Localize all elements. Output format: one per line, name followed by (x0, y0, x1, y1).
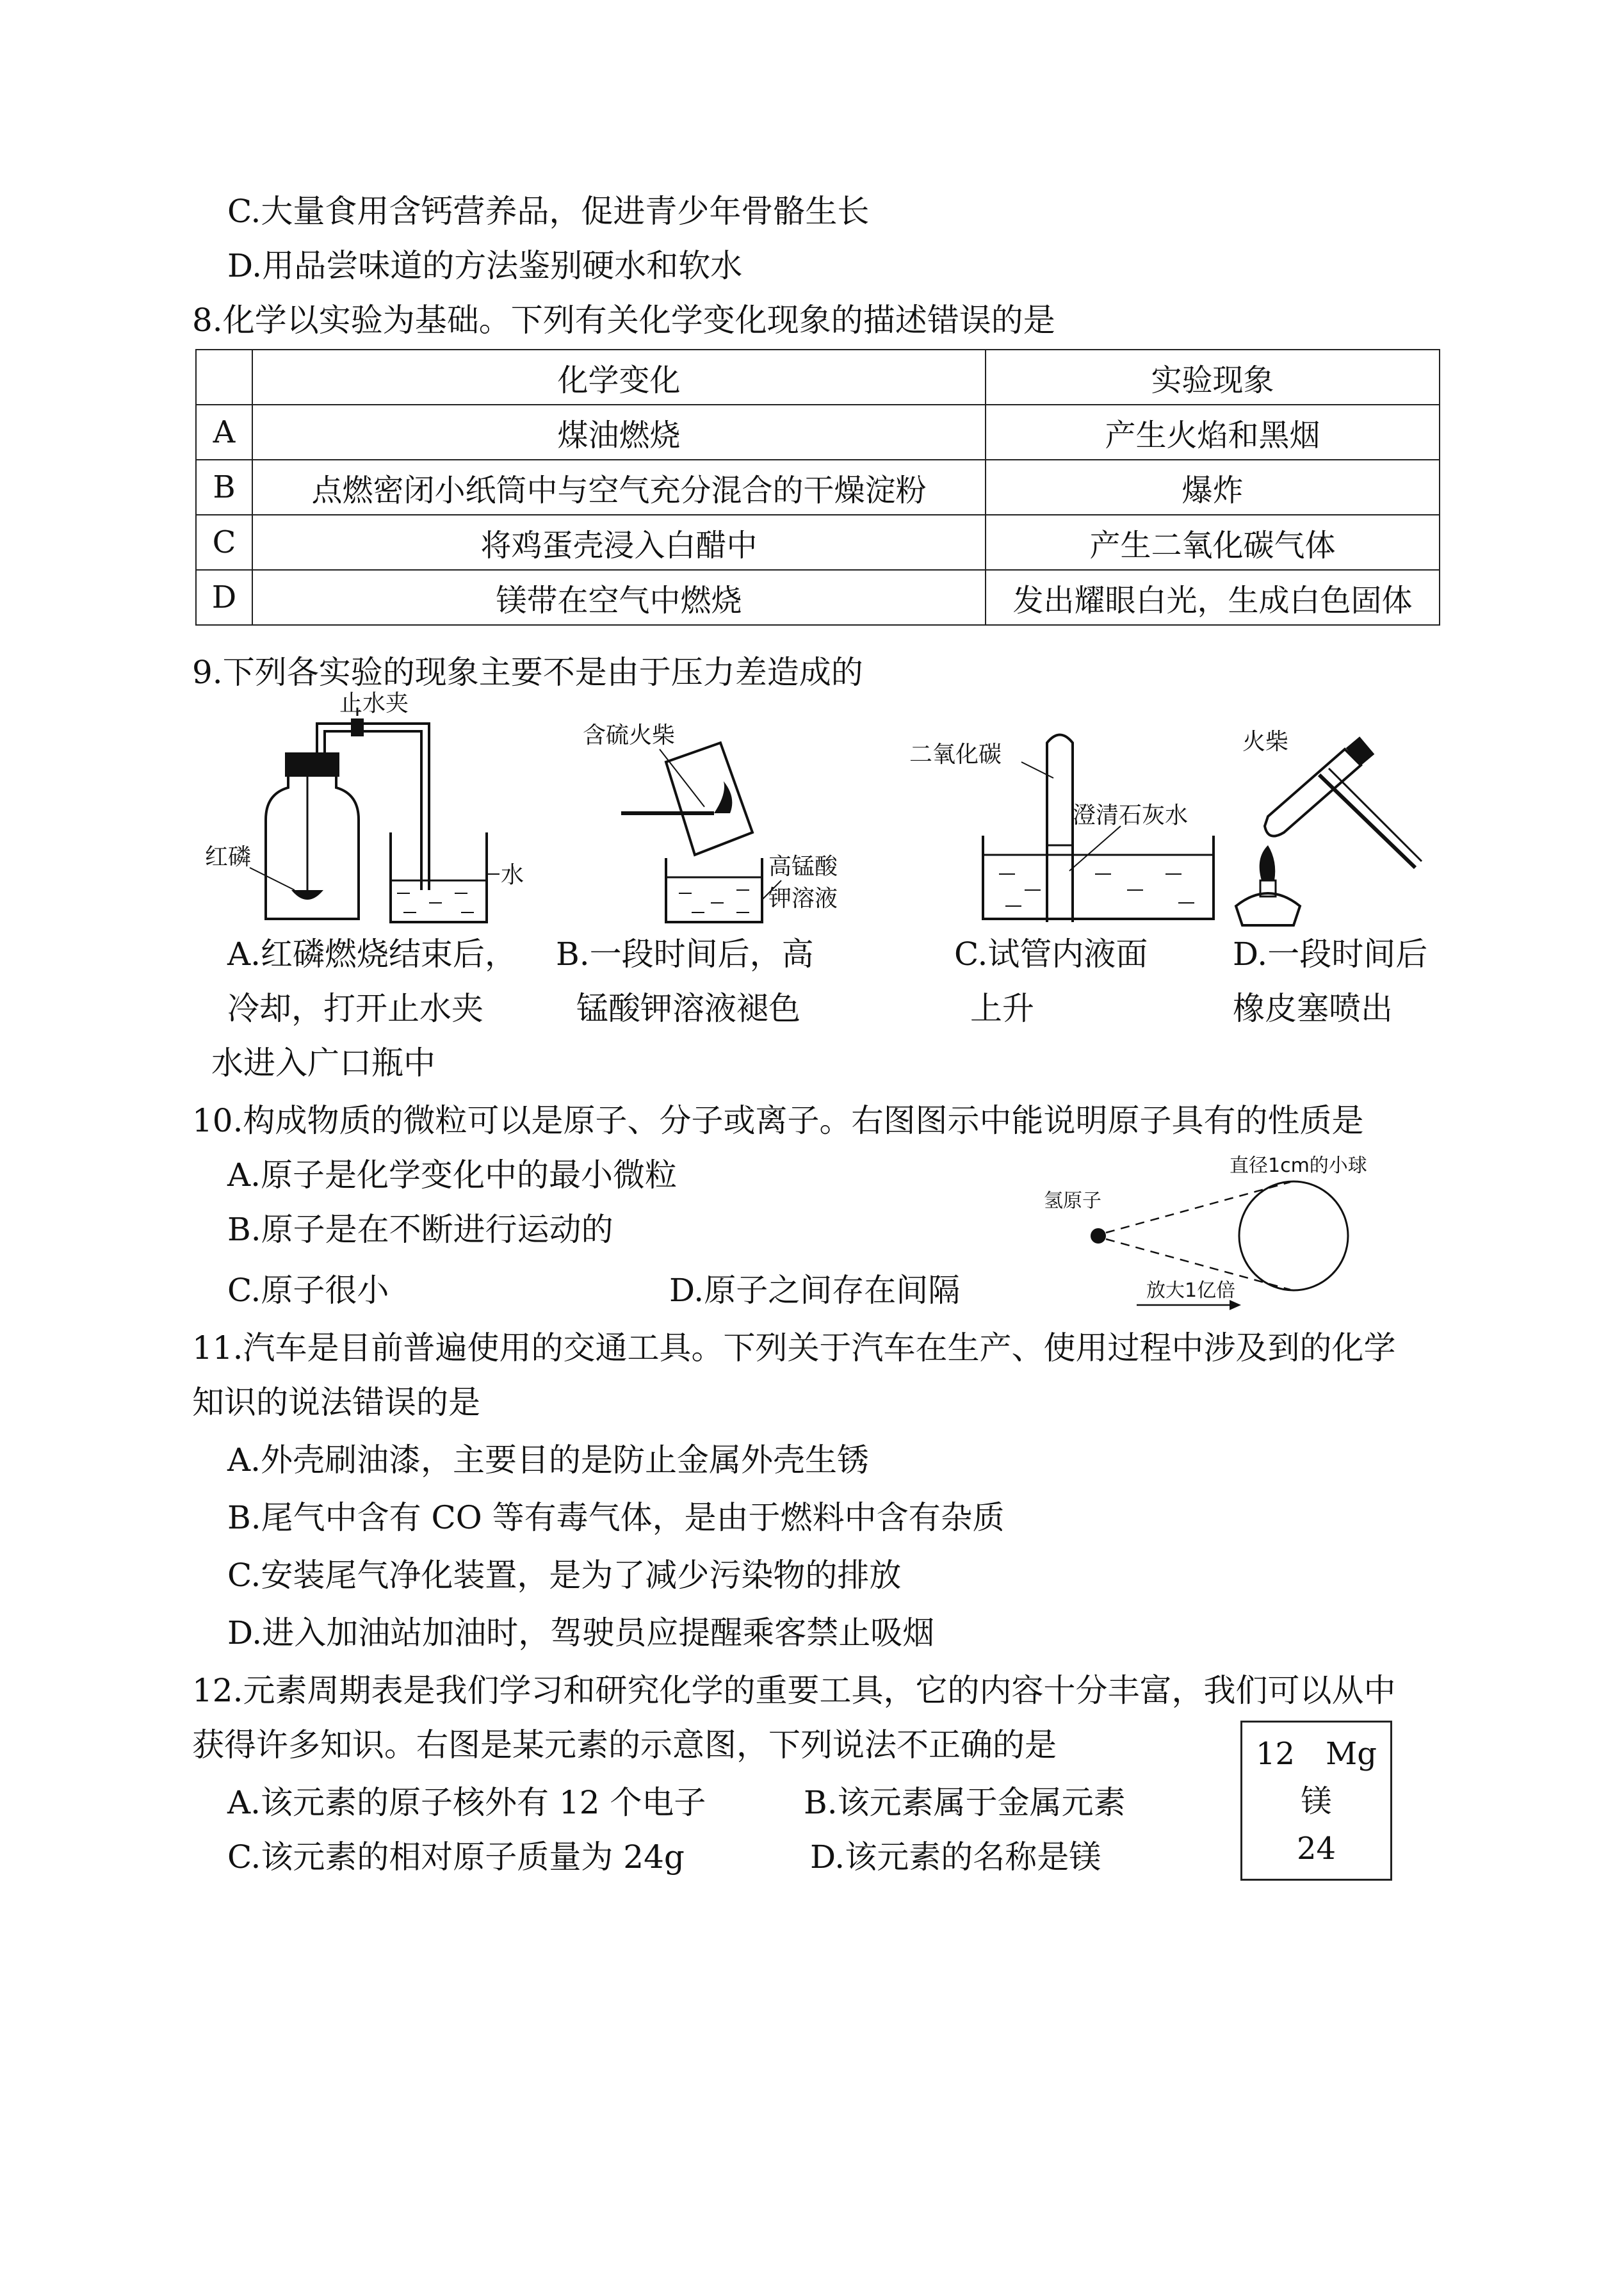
element-name: 镁 (1301, 1783, 1332, 1819)
table-cell: C (196, 515, 252, 570)
water-label: 水 (501, 862, 524, 888)
q11-option-d: D.进入加油站加油时，驾驶员应提醒乘客禁止吸烟 (227, 1614, 935, 1651)
q12-option-a: A.该元素的原子核外有 12 个电子 (227, 1784, 706, 1821)
table-cell: 产生火焰和黑烟 (986, 405, 1440, 460)
kmno4-label-line2: 钾溶液 (768, 886, 838, 912)
table-row (196, 570, 1440, 625)
q9-option-b-line2: 锰酸钾溶液褪色 (576, 990, 800, 1027)
q9-figure-b (576, 717, 871, 929)
table-row (196, 460, 1440, 515)
q10-option-d: D.原子之间存在间隔 (669, 1272, 961, 1309)
hydrogen-atom-label: 氢原子 (1044, 1190, 1101, 1212)
q11-stem-line2: 知识的说法错误的是 (192, 1384, 480, 1421)
table-cell: 发出耀眼白光，生成白色固体 (986, 570, 1440, 625)
element-number-symbol: 12 Mg (1256, 1736, 1377, 1772)
element-mass: 24 (1296, 1831, 1336, 1867)
atom-scale-diagram (1037, 1153, 1370, 1319)
table-header-cell: 化学变化 (252, 350, 986, 405)
sulfur-match-diagram (576, 717, 871, 929)
q10-option-b: B.原子是在不断进行运动的 (227, 1211, 613, 1248)
q9-figure-d (1230, 730, 1447, 935)
q11-stem-line1: 11.汽车是目前普遍使用的交通工具。下列关于汽车在生产、使用过程中涉及到的化学 (192, 1329, 1396, 1366)
q8-stem: 8.化学以实验为基础。下列有关化学变化现象的描述错误的是 (192, 302, 1055, 339)
clamp-label: 止水夹 (339, 690, 409, 717)
q10-option-a: A.原子是化学变化中的最小微粒 (227, 1156, 678, 1194)
q8-table (195, 349, 1440, 626)
match-label: 火柴 (1242, 729, 1289, 755)
phosphorus-label: 红磷 (205, 844, 252, 870)
q12-option-d: D.该元素的名称是镁 (810, 1838, 1101, 1876)
element-card (1240, 1721, 1392, 1881)
table-cell: 产生二氧化碳气体 (986, 515, 1440, 570)
magnify-label: 放大1亿倍 (1146, 1279, 1236, 1302)
q10-option-c: C.原子很小 (227, 1272, 389, 1309)
co2-limewater-diagram (909, 724, 1242, 929)
q7-option-d: D.用品尝味道的方法鉴别硬水和软水 (227, 247, 743, 284)
kmno4-label-line1: 高锰酸 (768, 854, 838, 880)
small-ball-label: 直径1cm的小球 (1230, 1155, 1367, 1177)
table-header-cell: 实验现象 (986, 350, 1440, 405)
table-cell: 将鸡蛋壳浸入白醋中 (252, 515, 986, 570)
q9-option-a-line1: A.红磷燃烧结束后， (227, 936, 517, 973)
table-cell: D (196, 570, 252, 625)
q10-stem: 10.构成物质的微粒可以是原子、分子或离子。右图图示中能说明原子具有的性质是 (192, 1102, 1364, 1139)
q11-option-a: A.外壳刷油漆，主要目的是防止金属外壳生锈 (227, 1441, 870, 1479)
q9-figure-a (205, 690, 525, 929)
table-header-row (196, 350, 1440, 405)
limewater-label: 澄清石灰水 (1073, 802, 1189, 829)
q7-option-c: C.大量食用含钙营养品，促进青少年骨骼生长 (227, 193, 870, 230)
q12-option-b: B.该元素属于金属元素 (804, 1784, 1126, 1821)
q9-figure-c (909, 724, 1242, 929)
q9-option-d-line1: D.一段时间后 (1233, 936, 1428, 973)
q9-option-a-line2: 冷却，打开止水夹 (227, 990, 483, 1027)
q9-option-c-line2: 上升 (970, 990, 1034, 1027)
table-cell: B (196, 460, 252, 515)
q12-option-c: C.该元素的相对原子质量为 24g (227, 1838, 685, 1876)
q11-option-c: C.安装尾气净化装置，是为了减少污染物的排放 (227, 1557, 902, 1594)
table-row (196, 405, 1440, 460)
q11-option-b: B.尾气中含有 CO 等有毒气体，是由于燃料中含有杂质 (227, 1499, 1005, 1536)
heated-tube-diagram (1230, 730, 1447, 935)
q10-figure (1037, 1153, 1370, 1319)
q9-option-c-line1: C.试管内液面 (954, 936, 1148, 973)
q9-option-a-line3: 水进入广口瓶中 (211, 1044, 435, 1082)
q9-stem: 9.下列各实验的现象主要不是由于压力差造成的 (192, 654, 863, 691)
q12-stem-line1: 12.元素周期表是我们学习和研究化学的重要工具，它的内容十分丰富，我们可以从中 (192, 1672, 1396, 1709)
q12-stem-line2: 获得许多知识。右图是某元素的示意图，下列说法不正确的是 (192, 1726, 1057, 1764)
table-cell: 煤油燃烧 (252, 405, 986, 460)
table-row (196, 515, 1440, 570)
table-cell: 点燃密闭小纸筒中与空气充分混合的干燥淀粉 (252, 460, 986, 515)
table-cell: 爆炸 (986, 460, 1440, 515)
q9-option-d-line2: 橡皮塞喷出 (1233, 990, 1393, 1027)
sulfur-match-label: 含硫火柴 (583, 722, 676, 749)
table-cell: 镁带在空气中燃烧 (252, 570, 986, 625)
table-cell: A (196, 405, 252, 460)
co2-label: 二氧化碳 (909, 742, 1002, 768)
table-header-cell (196, 350, 252, 405)
phosphorus-apparatus-diagram (205, 690, 525, 929)
q9-option-b-line1: B.一段时间后，高 (556, 936, 814, 973)
